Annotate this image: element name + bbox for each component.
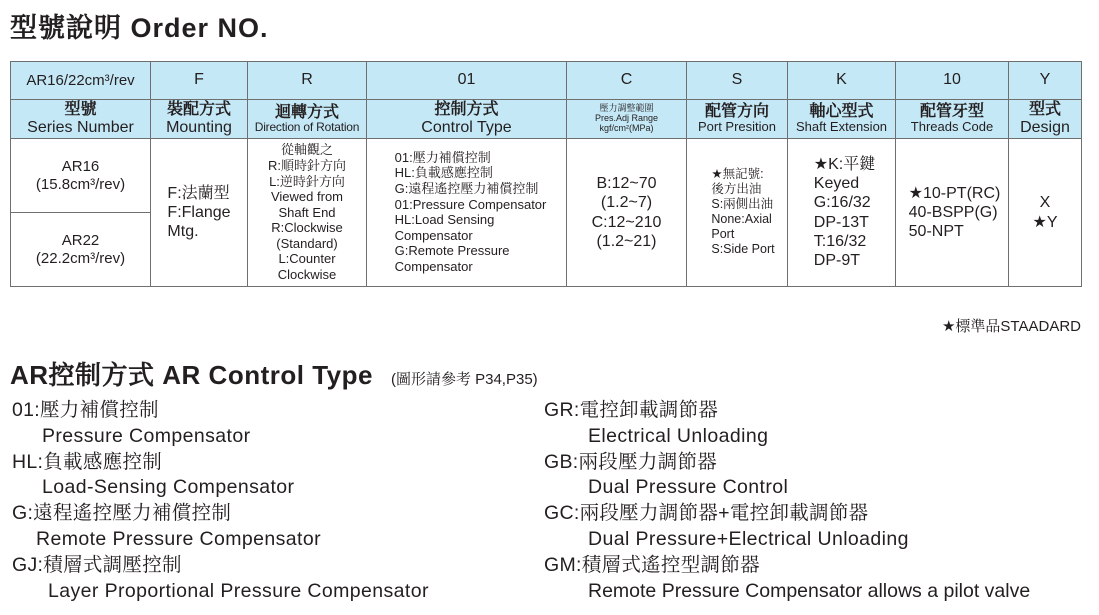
header-design-cn: 型式	[1028, 101, 1061, 119]
control-types-left	[12, 398, 429, 604]
header-control	[367, 99, 567, 139]
control-type-g-en: Remote Pressure Compensator	[36, 527, 321, 550]
code-mounting: F	[151, 62, 248, 100]
series-ar16	[11, 139, 151, 213]
pressure-cell	[567, 139, 687, 287]
threads-text: ★10-PT(RC) 40-BSPP(G) 50-NPT	[908, 184, 1001, 241]
control-type-gm-cn: GM:積層式遙控型調節器	[544, 553, 760, 576]
header-threads	[896, 99, 1009, 139]
order-code-table	[10, 61, 1082, 287]
header-threads-cn: 配管牙型	[919, 103, 984, 121]
control-type-gc-cn: GC:兩段壓力調節器+電控卸載調節器	[544, 502, 869, 525]
header-mounting-cn: 裝配方式	[166, 101, 231, 119]
shaft-cell	[788, 139, 896, 287]
header-series-cn: 型號	[64, 101, 97, 119]
control-type-gc-en: Dual Pressure+Electrical Unloading	[588, 527, 909, 550]
header-mounting	[151, 99, 248, 139]
code-control: 01	[367, 62, 567, 100]
code-design: Y	[1009, 62, 1082, 100]
header-control-cn: 控制方式	[434, 101, 499, 119]
header-port-en: Port Presition	[697, 119, 777, 135]
header-pressure	[567, 99, 687, 139]
series-ar22-displacement: (22.2cm³/rev)	[35, 249, 126, 267]
control-type-gj-en: Layer Proportional Pressure Compensator	[48, 579, 429, 602]
port-text: ★無記號: 後方出油 S:兩側出油 None:Axial Port S:Side Port	[711, 167, 775, 257]
header-design	[1009, 99, 1082, 139]
control-type-gb-en: Dual Pressure Control	[588, 476, 789, 499]
control-type-gr-cn: GR:電控卸載調節器	[544, 399, 719, 421]
series-ar22-model: AR22	[61, 232, 100, 250]
header-control-en: Control Type	[421, 118, 512, 136]
code-pressure: C	[567, 62, 687, 100]
header-pressure-cn: 壓力調整範圍	[599, 102, 654, 113]
control-type-hl-en: Load-Sensing Compensator	[42, 476, 295, 499]
threads-cell	[896, 139, 1009, 287]
header-rotation	[248, 99, 367, 139]
control-types-right	[544, 398, 1030, 604]
header-series-en: Series Number	[27, 118, 134, 136]
control-type-01-en: Pressure Compensator	[42, 424, 251, 447]
body-row-ar16	[11, 139, 1082, 213]
control-text: 01:壓力補償控制 HL:負載感應控制 G:遠程遙控壓力補償控制 01:Pressure Compensator HL:Load Sensing Compensator G:Remote Pressure Compensator	[394, 149, 547, 274]
code-series: AR16/22cm³/rev	[11, 62, 151, 100]
header-port	[687, 99, 788, 139]
header-threads-en: Threads Code	[910, 119, 994, 135]
pressure-text: B:12~70 (1.2~7) C:12~210 (1.2~21)	[591, 175, 662, 250]
control-type-g-cn: G:遠程遙控壓力補償控制	[12, 502, 232, 525]
control-type-01-cn: 01:壓力補償控制	[12, 399, 159, 421]
port-cell	[687, 139, 788, 287]
control-type-gj-cn: GJ:積層式調壓控制	[12, 553, 182, 576]
header-row	[11, 99, 1082, 139]
code-port: S	[687, 62, 788, 100]
series-ar16-displacement: (15.8cm³/rev)	[35, 175, 126, 193]
control-type-reference: (圖形請參考 P34,P35)	[390, 371, 538, 388]
code-threads: 10	[896, 62, 1009, 100]
control-type-hl-cn: HL:負載感應控制	[12, 450, 163, 473]
control-type-title: AR控制方式 AR Control Type	[10, 360, 373, 390]
rotation-text: 從軸觀之 R:順時針方向 L:逆時針方向 Viewed from Shaft End R:Clockwise (Standard) L:Counter Clockwise	[267, 142, 346, 283]
rotation-cell	[248, 139, 367, 287]
header-port-cn: 配管方向	[704, 103, 769, 121]
mounting-text: F:法蘭型 F:Flange Mtg.	[167, 184, 231, 241]
header-pressure-en: Pres.Adj Range	[594, 112, 659, 123]
header-shaft	[788, 99, 896, 139]
series-ar22	[11, 213, 151, 287]
control-type-gr-en: Electrical Unloading	[588, 424, 769, 447]
design-cell	[1009, 139, 1082, 287]
header-design-en: Design	[1020, 118, 1070, 136]
header-rotation-en: Direction of Rotation	[254, 119, 360, 134]
design-text: X ★Y	[1032, 194, 1058, 231]
header-rotation-cn: 迴轉方式	[274, 103, 339, 121]
series-ar16-model: AR16	[61, 158, 100, 176]
mounting-cell	[151, 139, 248, 287]
shaft-text: ★K:平鍵 Keyed G:16/32 DP-13T T:16/32 DP-9T	[813, 155, 876, 269]
header-mounting-en: Mounting	[166, 118, 232, 136]
control-type-heading	[10, 355, 538, 392]
control-cell	[367, 139, 567, 287]
standard-note: ★標準品STAADARD	[941, 318, 1081, 335]
header-shaft-cn: 軸心型式	[809, 103, 874, 121]
code-row	[11, 62, 1082, 100]
control-type-gb-cn: GB:兩段壓力調節器	[544, 450, 718, 473]
code-shaft: K	[788, 62, 896, 100]
header-shaft-en: Shaft Extension	[795, 119, 888, 135]
code-rotation: R	[248, 62, 367, 100]
page-title: 型號說明 Order NO.	[10, 13, 269, 43]
control-type-gm-en: Remote Pressure Compensator allows a pilot valve	[588, 579, 1031, 602]
header-series	[11, 99, 151, 139]
header-pressure-unit: kgf/cm²(MPa)	[599, 122, 654, 133]
